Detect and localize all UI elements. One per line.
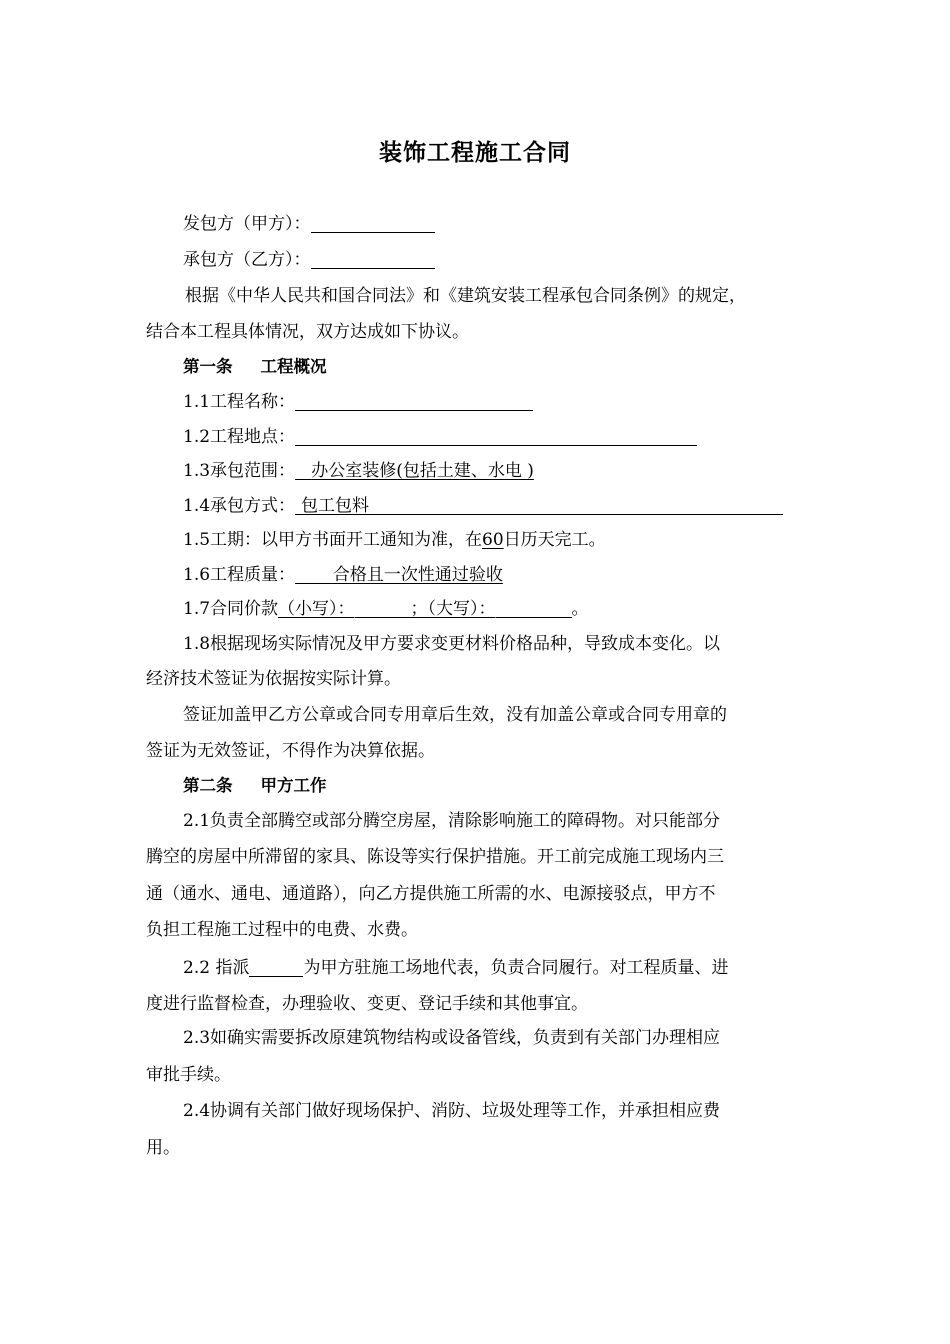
- item-2-4-line-1: 2.4协调有关部门做好现场保护、消防、垃圾处理等工作，并承担相应费: [183, 1101, 721, 1121]
- party-b-label: 承包方（乙方）：: [183, 250, 311, 270]
- price-small-blank[interactable]: [355, 599, 411, 618]
- item-1-4: [183, 494, 810, 518]
- contract-method-value: 包工包料: [301, 496, 370, 516]
- visa-note-line-1: 签证加盖甲乙方公章或合同专用章后生效，没有加盖公章或合同专用章的: [183, 705, 727, 725]
- project-location-blank[interactable]: [295, 427, 697, 446]
- article-2-heading: [183, 774, 810, 798]
- party-a-blank[interactable]: [311, 214, 435, 233]
- item-1-3: [183, 459, 810, 483]
- item-1-6: [183, 563, 810, 587]
- article-1-number: 第一条: [183, 357, 233, 376]
- price-large-blank[interactable]: [496, 599, 572, 618]
- intro-line-1: 根据《中华人民共和国合同法》和《建筑安装工程承包合同条例》的规定，: [185, 286, 746, 306]
- intro-line-2: 结合本工程具体情况，双方达成如下协议。: [146, 322, 469, 342]
- article-2-number: 第二条: [183, 776, 233, 795]
- price-end: 。: [571, 599, 589, 619]
- item-1-3-label: 1.3承包范围：: [183, 461, 296, 481]
- item-1-7: [183, 597, 810, 621]
- article-1-heading: [183, 355, 810, 379]
- article-2-title: 甲方工作: [260, 776, 327, 795]
- party-a-label: 发包方（甲方）：: [183, 214, 311, 234]
- visa-note-line-2: 签证为无效签证，不得作为决算依据。: [146, 741, 435, 761]
- item-1-6-label: 1.6工程质量：: [183, 565, 296, 585]
- item-2-2-post: 为甲方驻施工场地代表，负责合同履行。对工程质量、进: [303, 958, 729, 978]
- price-small-label: （小写）：: [278, 599, 355, 619]
- item-1-8-line-2: 经济技术签证为依据按实际计算。: [146, 669, 401, 689]
- contract-scope-value: 办公室装修(包括土建、水电 ): [311, 461, 534, 481]
- party-a-line: [183, 212, 810, 236]
- item-1-8-line-1: 1.8根据现场实际情况及甲方要求变更材料价格品种，导致成本变化。以: [183, 634, 721, 654]
- item-1-5: [183, 528, 810, 552]
- document-title: 装饰工程施工合同: [379, 140, 571, 166]
- article-1-title: 工程概况: [260, 357, 327, 376]
- item-2-3-line-1: 2.3如确实需要拆改原建筑物结构或设备管线，负责到有关部门办理相应: [183, 1028, 721, 1048]
- representative-blank[interactable]: [249, 958, 303, 977]
- duration-days: 60: [482, 530, 504, 550]
- item-2-2-pre: 2.2 指派: [183, 958, 250, 978]
- item-1-4-label: 1.4承包方式：: [183, 496, 296, 516]
- item-1-7-label: 1.7合同价款: [183, 599, 279, 619]
- price-large-label: （大写）：: [427, 599, 496, 619]
- item-1-5-pre: 1.5工期：以甲方书面开工通知为准，在: [183, 530, 483, 550]
- item-2-2-line-1: [183, 956, 810, 980]
- price-sep: ；: [410, 599, 428, 619]
- item-2-4-line-2: 用。: [146, 1138, 180, 1158]
- contract-method-field: [295, 496, 783, 515]
- item-2-1-line-1: 2.1负责全部腾空或部分腾空房屋，清除影响施工的障碍物。对只能部分: [183, 811, 721, 831]
- item-1-1: [183, 390, 810, 414]
- item-1-2: [183, 425, 810, 449]
- item-2-1-line-3: 通（通水、通电、通道路），向乙方提供施工所需的水、电源接驳点，甲方不: [146, 884, 716, 904]
- item-2-1-line-2: 腾空的房屋中所滞留的家具、陈设等实行保护措施。开工前完成施工现场内三: [146, 847, 724, 867]
- project-name-blank[interactable]: [295, 392, 533, 411]
- item-1-2-label: 1.2工程地点：: [183, 427, 296, 447]
- item-1-1-label: 1.1工程名称：: [183, 392, 296, 412]
- party-b-blank[interactable]: [311, 250, 435, 269]
- item-2-2-line-2: 度进行监督检查，办理验收、变更、登记手续和其他事宜。: [146, 994, 588, 1014]
- item-1-5-post: 日历天完工。: [503, 530, 606, 550]
- item-2-3-line-2: 审批手续。: [146, 1065, 231, 1085]
- party-b-line: [183, 248, 810, 272]
- quality-value: 合格且一次性通过验收: [332, 565, 503, 585]
- item-2-1-line-4: 负担工程施工过程中的电费、水费。: [146, 920, 418, 940]
